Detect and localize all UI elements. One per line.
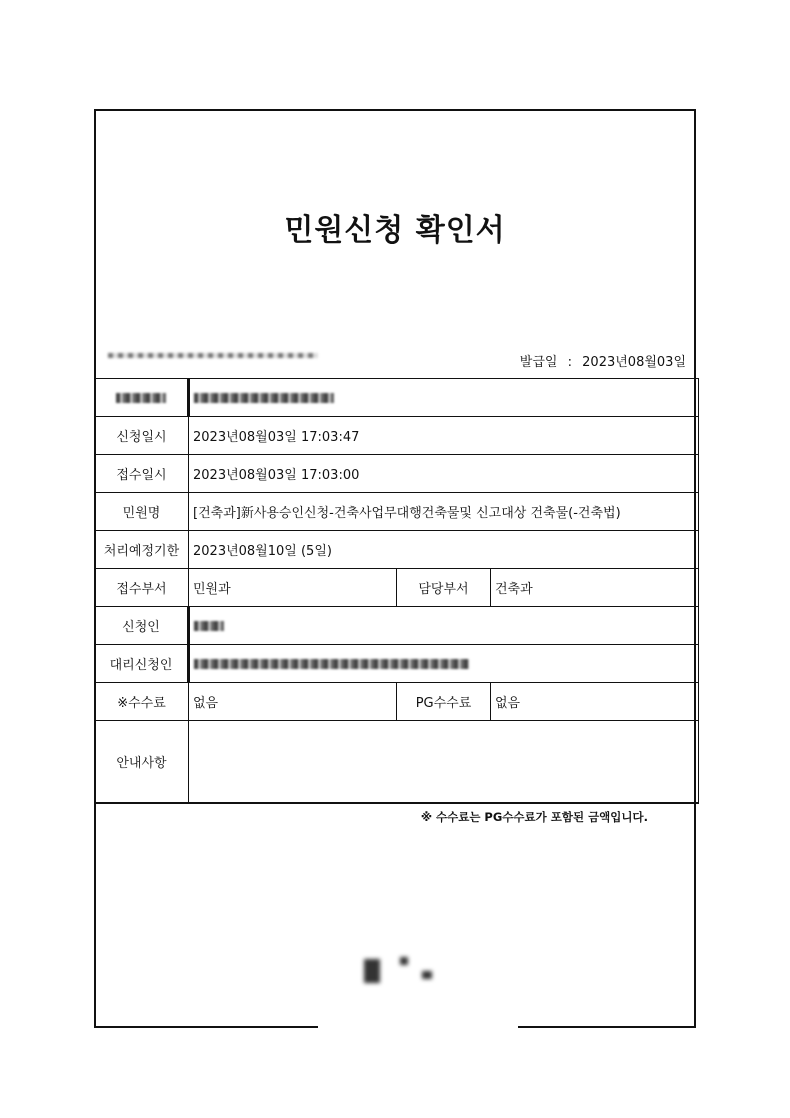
- civil-name-value: [건축과]新사용승인신청-건축사업무대행건축물및 신고대상 건축물(-건축법): [189, 493, 699, 531]
- bottom-border-gap: [318, 1024, 518, 1032]
- table-row: [95, 683, 699, 721]
- redacted-text: [194, 659, 469, 669]
- applicant-value: [189, 607, 699, 645]
- redacted-text: [194, 393, 334, 403]
- application-table: [94, 378, 699, 804]
- table-row: [95, 569, 699, 607]
- issue-date-label: 발급일: [519, 355, 558, 370]
- redacted-text: [116, 393, 166, 403]
- applicant-label: 신청인: [95, 607, 189, 645]
- fee-label: ※수수료: [95, 683, 189, 721]
- applied-at-value: 2023년08월03일 17:03:47: [189, 417, 699, 455]
- issue-date: [520, 351, 686, 370]
- document-title: 민원신청 확인서: [284, 213, 506, 248]
- redacted-value-cell: [189, 379, 699, 417]
- table-row: [95, 493, 699, 531]
- handler-dept-value: 건축과: [491, 569, 699, 607]
- notice-label: 안내사항: [95, 721, 189, 804]
- table-row: [95, 721, 699, 804]
- pg-fee-value: 없음: [491, 683, 699, 721]
- table-row: [95, 417, 699, 455]
- table-row: [95, 531, 699, 569]
- due-value: 2023년08월10일 (5일): [189, 531, 699, 569]
- dept-label: 접수부서: [95, 569, 189, 607]
- redacted-stamp: [360, 955, 440, 987]
- table-row: [95, 645, 699, 683]
- redacted-label-cell: [95, 379, 189, 417]
- due-label: 처리예정기한: [95, 531, 189, 569]
- issue-date-separator: :: [567, 355, 573, 370]
- redacted-text: [194, 621, 224, 631]
- received-at-value: 2023년08월03일 17:03:00: [189, 455, 699, 493]
- agent-label: 대리신청인: [95, 645, 189, 683]
- civil-name-label: 민원명: [95, 493, 189, 531]
- table-row: [95, 455, 699, 493]
- applied-at-label: 신청일시: [95, 417, 189, 455]
- issue-date-value: 2023년08월03일: [582, 355, 686, 370]
- fee-value: 없음: [189, 683, 397, 721]
- notice-value: [189, 721, 699, 804]
- redacted-header-text: [108, 353, 318, 358]
- pg-fee-label: PG수수료: [397, 683, 491, 721]
- table-row: [95, 607, 699, 645]
- dept-value: 민원과: [189, 569, 397, 607]
- table-row: [95, 379, 699, 417]
- received-at-label: 접수일시: [95, 455, 189, 493]
- fee-note: ※ 수수료는 PG수수료가 포함된 금액입니다.: [420, 810, 648, 824]
- handler-dept-label: 담당부서: [397, 569, 491, 607]
- agent-value: [189, 645, 699, 683]
